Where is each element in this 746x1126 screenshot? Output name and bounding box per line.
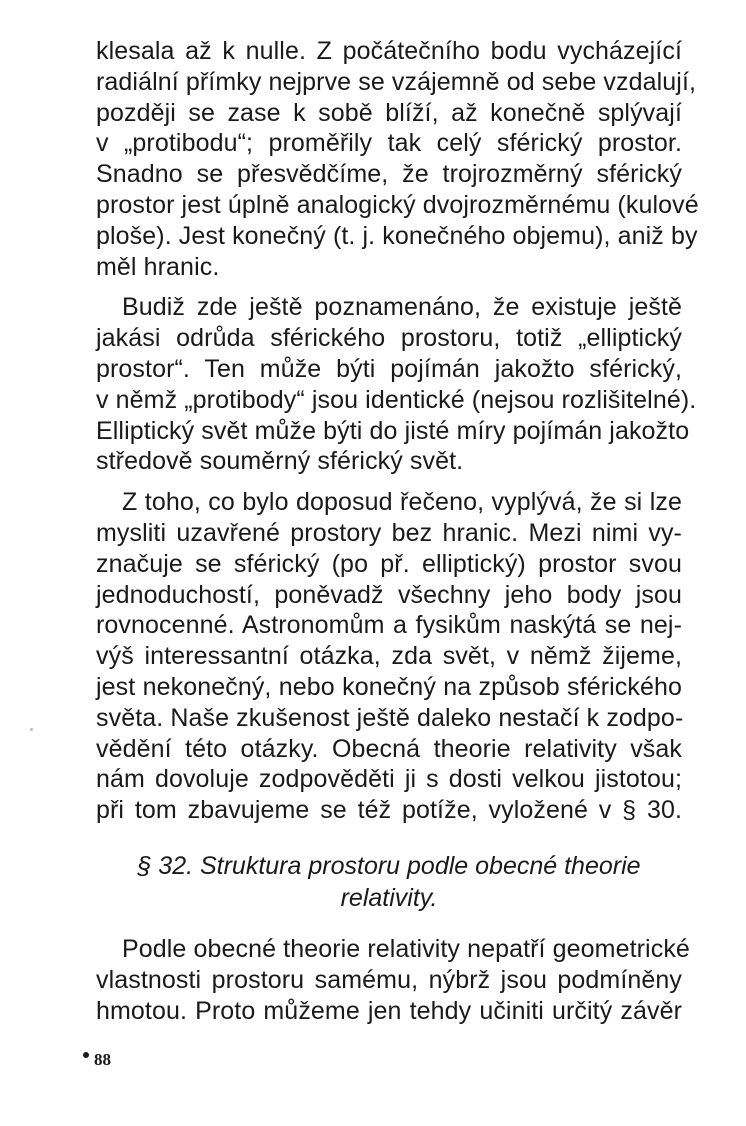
- text-line: vědění této otázky. Obecná theorie relativity však: [96, 734, 682, 763]
- text-line: Podle obecné theorie relativity nepatří geometrické: [122, 935, 690, 963]
- text-line: Z toho, co bylo doposud řečeno, vyplývá, že si lze: [122, 488, 682, 517]
- text-line: prostor“. Ten může býti pojímán jakožto sférický,: [96, 354, 682, 383]
- text-line: později se zase k sobě blíží, až konečně splývají: [96, 98, 682, 127]
- text-line: středově souměrný sférický svět.: [96, 447, 464, 476]
- section-heading: [96, 850, 682, 914]
- text-line: měl hranic.: [96, 252, 220, 281]
- text-line: značuje se sférický (po př. elliptický) prostor svou: [96, 549, 682, 578]
- text-line: ploše). Jest konečný (t. j. konečného objemu), aniž by: [96, 221, 698, 250]
- paragraph-3: [96, 487, 682, 826]
- text-line: Snadno se přesvědčíme, že trojrozměrný sférický: [96, 160, 682, 189]
- text-line: Budiž zde ještě poznamenáno, že existuje ještě: [122, 293, 682, 322]
- text-line: výš interessantní otázka, zda svět, v němž žijeme,: [96, 642, 682, 671]
- text-line: mysliti uzavřené prostory bez hranic. Mezi nimi vy-: [96, 518, 682, 547]
- text-line: prostor jest úplně analogický dvojrozměrnému (kulové: [96, 190, 699, 219]
- text-line: jakási odrůda sférického prostoru, totiž „elliptický: [96, 324, 682, 353]
- text-line: světa. Naše zkušenost ještě daleko nestačí k zodpo-: [96, 703, 684, 732]
- section-heading-line: relativity.: [340, 884, 438, 912]
- paragraph-4: [96, 934, 690, 1026]
- text-line: v němž „protibody“ jsou identické (nejsou rozlišitelné).: [96, 385, 697, 414]
- paper-speck: [30, 728, 33, 731]
- section-heading-line: § 32. Struktura prostoru podle obecné theorie: [137, 852, 641, 880]
- text-line: jest nekonečný, nebo konečný na způsob sférického: [96, 672, 682, 701]
- text-line: jednoduchostí, poněvadž všechny jeho body jsou: [96, 580, 682, 609]
- body-text: [96, 36, 699, 826]
- text-line: klesala až k nulle. Z počátečního bodu vycházející: [96, 37, 682, 65]
- text-line: při tom zbavujeme se též potíže, vyložené v § 30.: [96, 796, 682, 825]
- text-line: v „protibodu“; proměřily tak celý sférický prostor.: [96, 129, 682, 158]
- ink-dot: [83, 1052, 89, 1058]
- paragraph-1: [96, 36, 699, 282]
- text-line: vlastnosti prostoru samému, nýbrž jsou podmíněny: [96, 965, 682, 994]
- text-line: hmotou. Proto můžeme jen tehdy učiniti určitý závěr: [96, 996, 682, 1025]
- text-line: radiální přímky nejprve se vzájemně od sebe vzdalují,: [96, 67, 697, 96]
- text-line: Elliptický svět může býti do jisté míry pojímán jakožto: [96, 416, 690, 445]
- text-line: rovnocenné. Astronomům a fysikům naskýtá se nej-: [96, 611, 682, 640]
- text-line: nám dovoluje zodpověděti ji s dosti velkou jistotou;: [96, 765, 682, 794]
- page-number: 88: [94, 1050, 111, 1069]
- paragraph-2: [96, 292, 697, 477]
